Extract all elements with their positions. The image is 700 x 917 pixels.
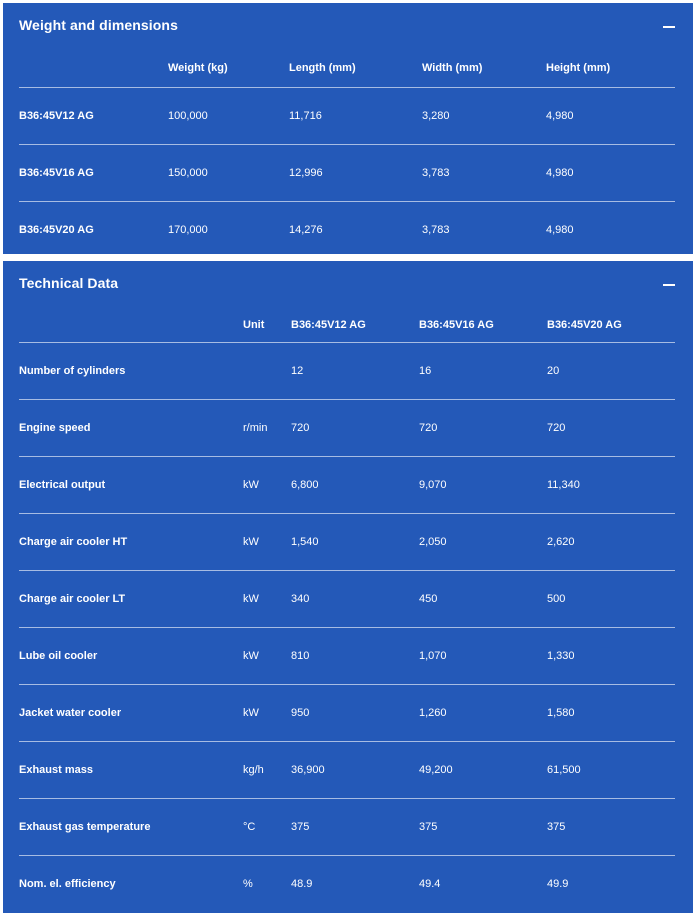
table-cell: 14,276 — [289, 223, 323, 236]
table-cell: 3,783 — [422, 166, 450, 179]
unit-cell: kg/h — [243, 763, 264, 776]
table-cell: 450 — [419, 592, 438, 605]
row-label: Charge air cooler HT — [19, 535, 128, 548]
table-cell: 4,980 — [546, 223, 574, 236]
table-row — [19, 741, 675, 798]
table-cell: 720 — [547, 421, 566, 434]
column-header: Unit — [243, 318, 265, 331]
table-cell: 49.4 — [419, 877, 441, 890]
table-cell: 4,980 — [546, 109, 574, 122]
unit-cell: kW — [243, 649, 259, 662]
row-label: Lube oil cooler — [19, 649, 98, 662]
table-cell: 1,260 — [419, 706, 447, 719]
table-cell: 810 — [291, 649, 310, 662]
column-header — [19, 308, 243, 342]
row-label: Exhaust mass — [19, 763, 93, 776]
weight-dimensions-panel — [3, 3, 693, 254]
row-label: Engine speed — [19, 421, 91, 434]
table-cell: 16 — [419, 364, 432, 377]
table-cell: 375 — [547, 820, 566, 833]
unit-cell: kW — [243, 535, 259, 548]
table-cell: 3,280 — [422, 109, 450, 122]
table-header-row — [19, 308, 675, 342]
table-cell: 61,500 — [547, 763, 581, 776]
technical-data-title: Technical Data — [19, 275, 119, 291]
row-label: Exhaust gas temperature — [19, 820, 151, 833]
row-label: Charge air cooler LT — [19, 592, 126, 605]
table-cell: 720 — [419, 421, 438, 434]
table-row — [19, 201, 675, 258]
table-cell: 100,000 — [168, 109, 208, 122]
unit-cell: kW — [243, 706, 259, 719]
table-cell: 950 — [291, 706, 310, 719]
unit-cell — [243, 342, 291, 399]
table-row — [19, 798, 675, 855]
unit-cell: % — [243, 877, 253, 890]
table-cell: 11,340 — [547, 478, 580, 491]
table-cell: 2,620 — [547, 535, 575, 548]
table-row — [19, 570, 675, 627]
column-header: Length (mm) — [289, 61, 356, 74]
table-cell: 375 — [291, 820, 310, 833]
table-cell: 36,900 — [291, 763, 325, 776]
table-row — [19, 627, 675, 684]
table-cell: 1,330 — [547, 649, 575, 662]
row-label: Number of cylinders — [19, 364, 126, 377]
table-cell: 48.9 — [291, 877, 313, 890]
table-cell: 12 — [291, 364, 304, 377]
column-header: Width (mm) — [422, 61, 483, 74]
table-cell: 150,000 — [168, 166, 208, 179]
technical-data-header[interactable] — [3, 261, 693, 307]
table-cell: 12,996 — [289, 166, 323, 179]
row-label: Jacket water cooler — [19, 706, 122, 719]
table-cell: 340 — [291, 592, 310, 605]
table-cell: 4,980 — [546, 166, 574, 179]
table-cell: 1,070 — [419, 649, 447, 662]
table-cell: 11,716 — [289, 109, 322, 122]
table-header-row — [19, 49, 675, 87]
technical-data-panel — [3, 261, 693, 913]
weight-dimensions-title: Weight and dimensions — [19, 17, 178, 33]
column-header: B36:45V12 AG — [291, 318, 366, 331]
table-row — [19, 456, 675, 513]
weight-dimensions-table — [19, 49, 675, 258]
table-row — [19, 855, 675, 912]
column-header: B36:45V20 AG — [547, 318, 622, 331]
unit-cell: kW — [243, 592, 259, 605]
table-cell: 720 — [291, 421, 310, 434]
table-row — [19, 144, 675, 201]
table-cell: 9,070 — [419, 478, 447, 491]
table-row — [19, 399, 675, 456]
table-cell: 1,580 — [547, 706, 575, 719]
table-cell: 49.9 — [547, 877, 569, 890]
table-cell: 375 — [419, 820, 438, 833]
minus-icon[interactable] — [663, 26, 675, 28]
minus-icon[interactable] — [663, 284, 675, 286]
column-header: Height (mm) — [546, 61, 611, 74]
table-cell: 1,540 — [291, 535, 319, 548]
column-header: Weight (kg) — [168, 61, 228, 74]
row-label: B36:45V20 AG — [19, 223, 94, 236]
table-row — [19, 684, 675, 741]
table-cell: 6,800 — [291, 478, 319, 491]
technical-data-table — [19, 308, 675, 912]
unit-cell: r/min — [243, 421, 268, 434]
column-header — [19, 49, 168, 87]
table-cell: 500 — [547, 592, 566, 605]
table-row — [19, 513, 675, 570]
row-label: B36:45V12 AG — [19, 109, 94, 122]
table-cell: 49,200 — [419, 763, 453, 776]
table-cell: 3,783 — [422, 223, 450, 236]
unit-cell: kW — [243, 478, 259, 491]
table-row — [19, 342, 675, 399]
column-header: B36:45V16 AG — [419, 318, 494, 331]
unit-cell: °C — [243, 820, 256, 833]
row-label: Nom. el. efficiency — [19, 877, 116, 890]
table-cell: 20 — [547, 364, 560, 377]
table-row — [19, 87, 675, 144]
table-cell: 2,050 — [419, 535, 447, 548]
table-cell: 170,000 — [168, 223, 208, 236]
weight-dimensions-header[interactable] — [3, 3, 693, 49]
row-label: B36:45V16 AG — [19, 166, 94, 179]
row-label: Electrical output — [19, 478, 106, 491]
